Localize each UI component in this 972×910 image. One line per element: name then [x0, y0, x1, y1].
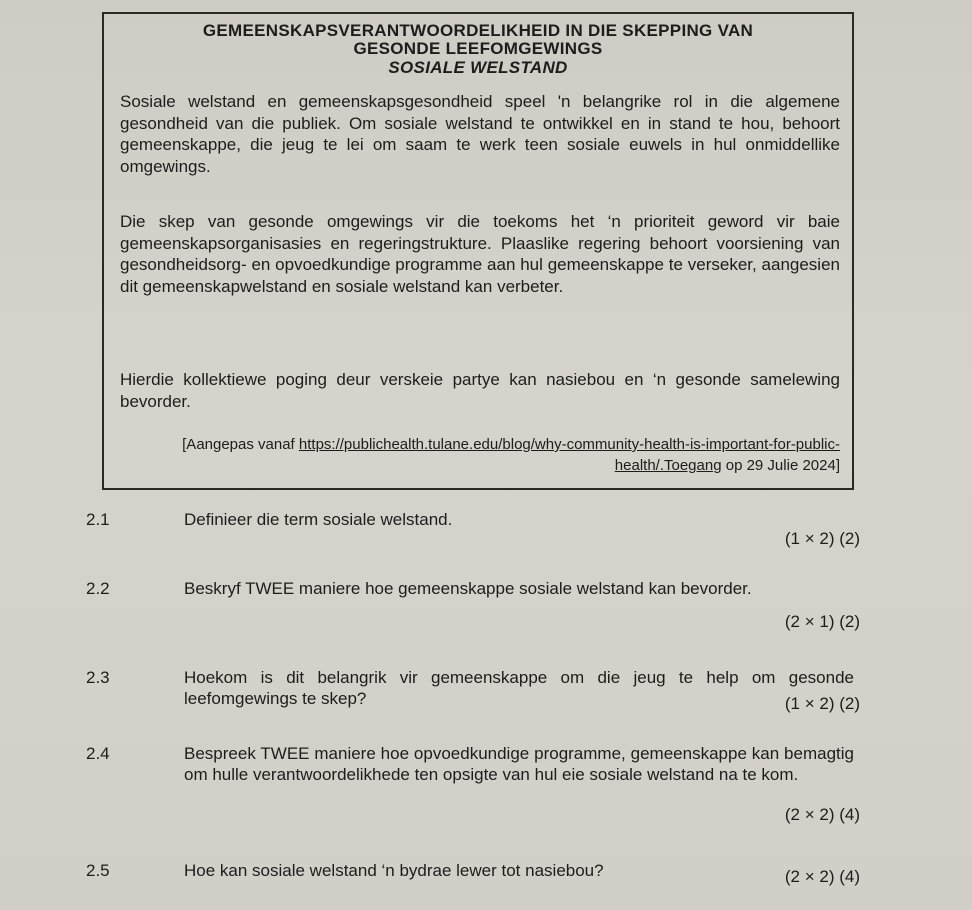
question-text: Hoekom is dit belangrik vir gemeenskappe om die jeug te help om gesonde leefomgewings te skep? — [184, 668, 854, 708]
question-marks: (2 × 2) (4) — [784, 805, 860, 824]
source-title-line2: GESONDE LEEFOMGEWINGS — [353, 39, 603, 58]
question-text: Hoe kan sosiale welstand ‘n bydrae lewer tot nasiebou? — [184, 861, 604, 880]
question-number: 2.5 — [86, 861, 110, 880]
question-number: 2.1 — [86, 510, 110, 529]
source-paragraph-3: Hierdie kollektiewe poging deur verskeie partye kan nasiebou en ‘n gesonde samelewing bevorder. — [120, 370, 840, 411]
source-citation — [140, 434, 840, 476]
question-marks: (2 × 2) (4) — [784, 867, 860, 886]
citation-prefix: [Aangepas vanaf — [182, 436, 299, 453]
citation-suffix: op 29 Julie 2024] — [721, 457, 840, 474]
question-text: Definieer die term sosiale welstand. — [184, 510, 453, 529]
source-paragraph-2: Die skep van gesonde omgewings vir die toekoms het ‘n prioriteit geword vir baie gemeenskapsorganisasies en regeringstrukture. Plaaslike regering behoort voorsiening van gesondheidsorg- en opvoedkundige programme aan hul gemeenskappe te verseker, aangesien dit gemeenskapwelstand en sosiale welstand kan verbeter. — [120, 212, 840, 296]
source-subtitle: SOSIALE WELSTAND — [388, 58, 568, 77]
question-text: Beskryf TWEE maniere hoe gemeenskappe sosiale welstand kan bevorder. — [184, 579, 752, 598]
source-title-line1: GEMEENSKAPSVERANTWOORDELIKHEID IN DIE SKEPPING VAN — [202, 21, 754, 40]
question-marks: (2 × 1) (2) — [784, 612, 860, 631]
question-text: Bespreek TWEE maniere hoe opvoedkundige programme, gemeenskappe kan bemagtig om hulle verantwoordelikhede ten opsigte van hul eie sosiale welstand na te kom. — [184, 744, 854, 784]
source-text-box — [102, 12, 854, 490]
question-marks: (1 × 2) (2) — [784, 694, 860, 713]
question-number: 2.2 — [86, 579, 110, 598]
source-paragraph-1: Sosiale welstand en gemeenskapsgesondheid speel 'n belangrike rol in die algemene gesondheid van die publiek. Om sosiale welstand te ontwikkel en in stand te hou, behoort gemeenskappe, die jeug te lei om saam te werk teen sosiale euwels in hul onmiddellike omgewings. — [120, 92, 840, 176]
question-marks: (1 × 2) (2) — [784, 529, 860, 548]
citation-link[interactable]: https://publichealth.tulane.edu/blog/why-community-health-is-important-for-public-health/.Toegang — [298, 436, 840, 474]
question-number: 2.4 — [86, 744, 110, 763]
question-number: 2.3 — [86, 668, 110, 687]
